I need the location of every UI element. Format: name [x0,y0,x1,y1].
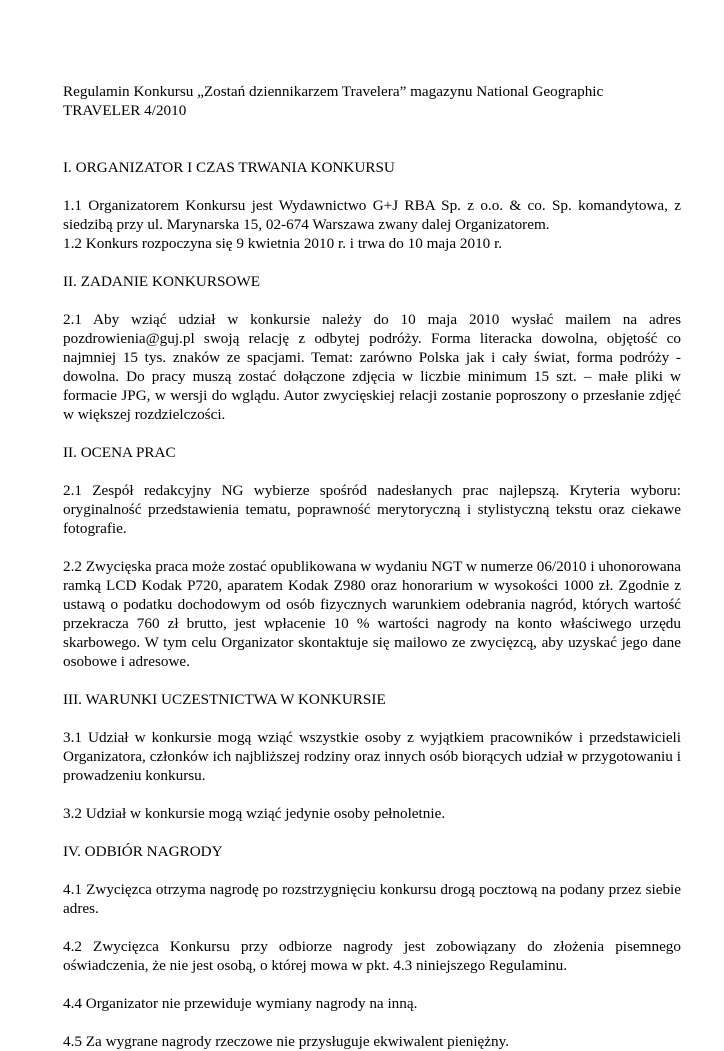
section-heading-ocena: II. OCENA PRAC [63,444,176,461]
paragraph-3-1: 3.1 Udział w konkursie mogą wziąć wszystkie osoby z wyjątkiem pracowników i przedstawicieli Organizatora, członków ich najbliższej rodziny oraz innych osób biorących udział w przygotowaniu i prowadzeniu konkursu. [63,729,681,784]
paragraph-4-1: 4.1 Zwycięzca otrzyma nagrodę po rozstrzygnięciu konkursu drogą pocztową na podany przez siebie adres. [63,881,681,917]
paragraph-3-2: 3.2 Udział w konkursie mogą wziąć jedynie osoby pełnoletnie. [63,805,446,822]
section-heading-warunki: III. WARUNKI UCZESTNICTWA W KONKURSIE [63,691,386,708]
paragraph-4-2: 4.2 Zwycięzca Konkursu przy odbiorze nagrody jest zobowiązany do złożenia pisemnego oświadczenia, że nie jest osobą, o której mowa w pkt. 4.3 niniejszego Regulaminu. [63,938,681,974]
paragraph-2-2-ocena: 2.2 Zwycięska praca może zostać opublikowana w wydaniu NGT w numerze 06/2010 i uhonorowana ramką LCD Kodak P720, aparatem Kodak Z980 oraz honorarium w wysokości 1000 zł. Zgodnie z ustawą o podatku dochodowym od osób fizycznych warunkiem odebrania nagród, których wartość przekracza 760 zł brutto, jest wpłacenie 10 % wartości nagrody na konto właściwego urzędu skarbowego. W tym celu Organizator skontaktuje się mailowo ze zwycięzcą, aby uzyskać jego dane osobowe i adresowe. [63,558,682,670]
section-heading-odbior: IV. ODBIÓR NAGRODY [63,843,223,860]
paragraph-1-1: 1.1 Organizatorem Konkursu jest Wydawnictwo G+J RBA Sp. z o.o. & co. Sp. komandytowa, z siedzibą przy ul. Marynarska 15, 02-674 Warszawa zwany dalej Organizatorem. [63,197,681,233]
document-title: Regulamin Konkursu „Zostań dziennikarzem Travelera” magazynu National Geographic TRAVELER 4/2010 [63,83,604,119]
paragraph-2-1-ocena: 2.1 Zespół redakcyjny NG wybierze spośród nadesłanych prac najlepszą. Kryteria wyboru: oryginalność przedstawienia tematu, poprawność merytoryczną i stylistyczną tekstu oraz ciekawe fotografie. [63,482,681,537]
document-page [63,82,681,1051]
paragraph-4-4: 4.4 Organizator nie przewiduje wymiany nagrody na inną. [63,995,418,1012]
paragraph-1-2: 1.2 Konkurs rozpoczyna się 9 kwietnia 2010 r. i trwa do 10 maja 2010 r. [63,235,503,252]
paragraph-4-5: 4.5 Za wygrane nagrody rzeczowe nie przysługuje ekwiwalent pieniężny. [63,1033,510,1050]
section-heading-organizator: I. ORGANIZATOR I CZAS TRWANIA KONKURSU [63,159,395,176]
section-heading-zadanie: II. ZADANIE KONKURSOWE [63,273,260,290]
paragraph-2-1-zadanie: 2.1 Aby wziąć udział w konkursie należy do 10 maja 2010 wysłać mailem na adres pozdrowienia@guj.pl swoją relację z odbytej podróży. Forma literacka dowolna, objętość co najmniej 15 tys. znaków ze spacjami. Temat: zarówno Polska jak i cały świat, forma podróży - dowolna. Do pracy muszą zostać dołączone zdjęcia w liczbie minimum 15 szt. – małe pliki w formacie JPG, w wersji do wglądu. Autor zwycięskiej relacji zostanie poproszony o przesłanie zdjęć w większej rozdzielczości. [63,311,681,423]
